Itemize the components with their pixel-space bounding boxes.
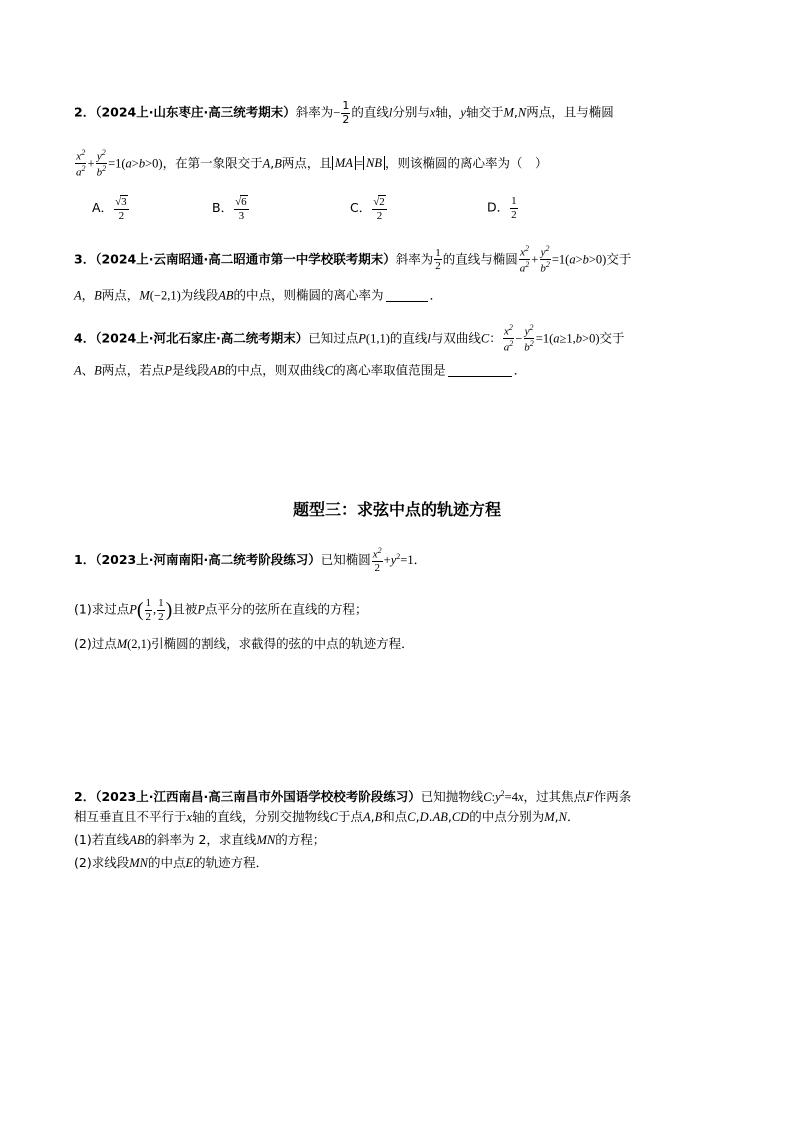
p2-source: （2023上·江西南昌·高三南昌市外国语学校校考阶段练习）	[95, 789, 421, 805]
p2-number: 2．	[74, 789, 96, 805]
q2-line2: $\frac{x^2}{a^2}$ + $\frac{y^2}{b^2}$ =1(a>b>0)，在第一象限交于A,B两点，且 MA = NB ，则该椭圆的离心率为（ ）	[76, 148, 548, 179]
q3-line1: 3．（2024上·云南昭通·高二昭通市第一中学校联考期末）斜率为 $\frac{1}{2}$ 的直线与椭圆 $\frac{x^2}{a^2}$ + $\frac{y^2}{b^2}$ =1(a>b>0)交于	[74, 244, 632, 275]
q2-source: （2024上·山东枣庄·高三统考期末）	[95, 104, 296, 120]
q2-option-c[interactable]: C． $\frac{√2}{2}$	[350, 196, 385, 222]
q4-source: （2024上·河北石家庄·高二统考期末）	[95, 330, 309, 346]
q4-line1: 4．（2024上·河北石家庄·高二统考期末）已知过点P(1,1)的直线l与双曲线C： $\frac{x^2}{a^2}$ − $\frac{y^2}{b^2}$ =1(a≥1,b>0)交于	[74, 323, 625, 354]
p1-number: 1．	[74, 551, 96, 567]
q2-number: 2．	[74, 104, 96, 120]
q2-option-b[interactable]: B． $\frac{√6}{3}$	[212, 196, 247, 222]
q2-slope-fraction: $\frac{1}{2}$	[342, 99, 350, 126]
q3-line2: A，B两点，M(−2,1)为线段AB的中点，则椭圆的离心率为 ．	[74, 287, 443, 303]
q2-line1: 2．（2024上·山东枣庄·高三统考期末）斜率为− $\frac{1}{2}$ 的直线l分别与x轴，y轴交于M,N两点，且与椭圆	[74, 99, 614, 126]
q3-ellipse-equation: $\frac{x^2}{a^2}$	[519, 244, 530, 275]
p2-line1: 2．（2023上·江西南昌·高三南昌市外国语学校校考阶段练习）已知抛物线$C:y^2=4x$，过其焦点F作两条	[74, 789, 632, 805]
p1-ellipse-equation: $\frac{x^2}{2}$	[372, 546, 382, 575]
q4-line2: A、B两点，若点P是线段AB的中点，则双曲线C的离心率取值范围是 ．	[74, 362, 527, 378]
p1-line1: 1．（2023上·河南南阳·高二统考阶段练习）已知椭圆 $\frac{x^2}{2}$ $+y^2=1$．	[74, 546, 427, 575]
q2-option-d[interactable]: D． $\frac{1}{2}$	[487, 195, 517, 221]
q3-answer-blank[interactable]	[386, 289, 428, 302]
q2-option-a[interactable]: A． $\frac{√3}{2}$	[92, 196, 127, 222]
section-title: 题型三：求弦中点的轨迹方程	[292, 500, 501, 519]
q2-ellipse-equation: $\frac{x^2}{a^2}$	[76, 148, 86, 179]
q3-source: （2024上·云南昭通·高二昭通市第一中学校联考期末）	[95, 251, 396, 267]
p1-source: （2023上·河南南阳·高二统考阶段练习）	[95, 551, 321, 567]
p2-sub2: (2)求线段MN的中点E的轨迹方程．	[74, 855, 269, 870]
q4-number: 4．	[74, 330, 96, 346]
p2-sub1: (1)若直线AB的斜率为 2，求直线MN的方程；	[74, 832, 326, 847]
p1-sub1: (1)求过点P( $\frac{1}{2}$ , $\frac{1}{2}$ )且被P点平分的弦所在直线的方程；	[74, 597, 368, 623]
q3-number: 3．	[74, 251, 96, 267]
q4-hyperbola-equation: $\frac{x^2}{a^2}$	[503, 323, 514, 354]
p2-line2: 相互垂直且不平行于x轴的直线，分别交抛物线C于点A,B和点C,D.AB,CD的中点分别为M,N．	[74, 809, 580, 824]
p1-sub2: (2)过点M(2,1)引椭圆的割线，求截得的弦的中点的轨迹方程．	[74, 636, 414, 651]
q4-answer-blank[interactable]	[448, 364, 512, 377]
